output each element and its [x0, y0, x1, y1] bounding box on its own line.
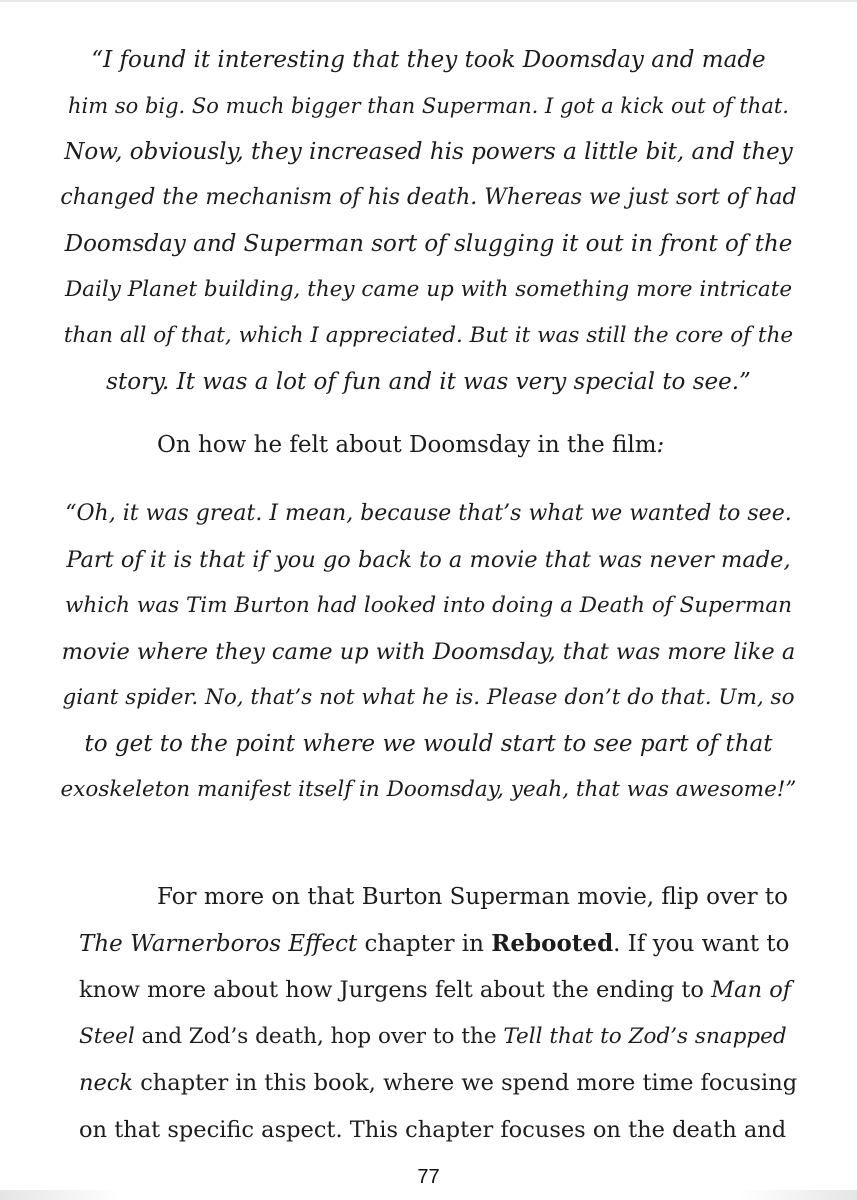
quote-intro: [157, 422, 664, 468]
body-line: [79, 1014, 799, 1061]
quote-line: “Oh, it was great. I mean, because that’s what we wanted to see.: [65, 501, 792, 526]
body-text: know more about how Jurgens felt about the ending to: [79, 977, 712, 1003]
quote-line: Part of it is that if you go back to a movie that was never made,: [66, 547, 791, 573]
quote-line: movie where they came up with Doomsday, that was more like a: [61, 639, 796, 665]
quote-line: changed the mechanism of his death. Whereas we just sort of had: [60, 185, 797, 210]
body-text: chapter in this book, where we spend more time focusing: [133, 1070, 798, 1096]
top-divider: [0, 0, 857, 2]
quote-line: him so big. So much bigger than Superman. I got a kick out of that.: [68, 94, 789, 118]
body-line: For more on that Burton Superman movie, flip over to: [157, 884, 789, 910]
body-line: [79, 921, 799, 968]
film-title-reference: Steel: [79, 1023, 135, 1049]
body-paragraph: [79, 874, 799, 1153]
quote-line: than all of that, which I appreciated. But it was still the core of the: [63, 323, 794, 348]
page-corner-shadow-right: [737, 1190, 857, 1200]
page-corner-shadow-left: [0, 1190, 120, 1200]
page-number: 77: [417, 1166, 440, 1188]
quote-line: Now, obviously, they increased his powers a little bit, and they: [64, 139, 793, 165]
chapter-title-reference: Tell that to Zod’s snapped: [503, 1023, 787, 1049]
quote-line: giant spider. No, that’s not what he is. Please don’t do that. Um, so: [62, 685, 795, 710]
body-line: [79, 967, 799, 1014]
chapter-title-reference: neck: [79, 1070, 134, 1096]
body-line: [79, 1060, 799, 1107]
book-title-reference: The Warnerboros Effect: [79, 930, 358, 957]
quote-block-1: [60, 37, 797, 405]
body-text: . If you want to: [613, 930, 790, 957]
quote-line: “I found it interesting that they took Doomsday and made: [91, 47, 766, 73]
quote-line: story. It was a lot of fun and it was very special to see.”: [106, 369, 751, 395]
quote-line: exoskeleton manifest itself in Doomsday, yeah, that was awesome!”: [60, 777, 797, 802]
quote-line: Daily Planet building, they came up with something more intricate: [64, 277, 793, 302]
quote-intro-colon: :: [656, 432, 665, 458]
body-line: on that specific aspect. This chapter focuses on the death and: [79, 1116, 787, 1143]
quote-line: Doomsday and Superman sort of slugging it out in front of the: [64, 231, 793, 257]
body-text: and Zod’s death, hop over to the: [134, 1023, 504, 1049]
quote-block-2: [60, 491, 797, 813]
quote-line: to get to the point where we would start to see part of that: [84, 731, 773, 757]
quote-intro-text: On how he felt about Doomsday in the film: [157, 432, 657, 458]
body-text: chapter in: [357, 930, 492, 957]
quote-line: which was Tim Burton had looked into doing a Death of Superman: [65, 593, 792, 618]
film-title-reference: Man of: [711, 977, 792, 1003]
book-title-rebooted: Rebooted: [491, 929, 614, 957]
